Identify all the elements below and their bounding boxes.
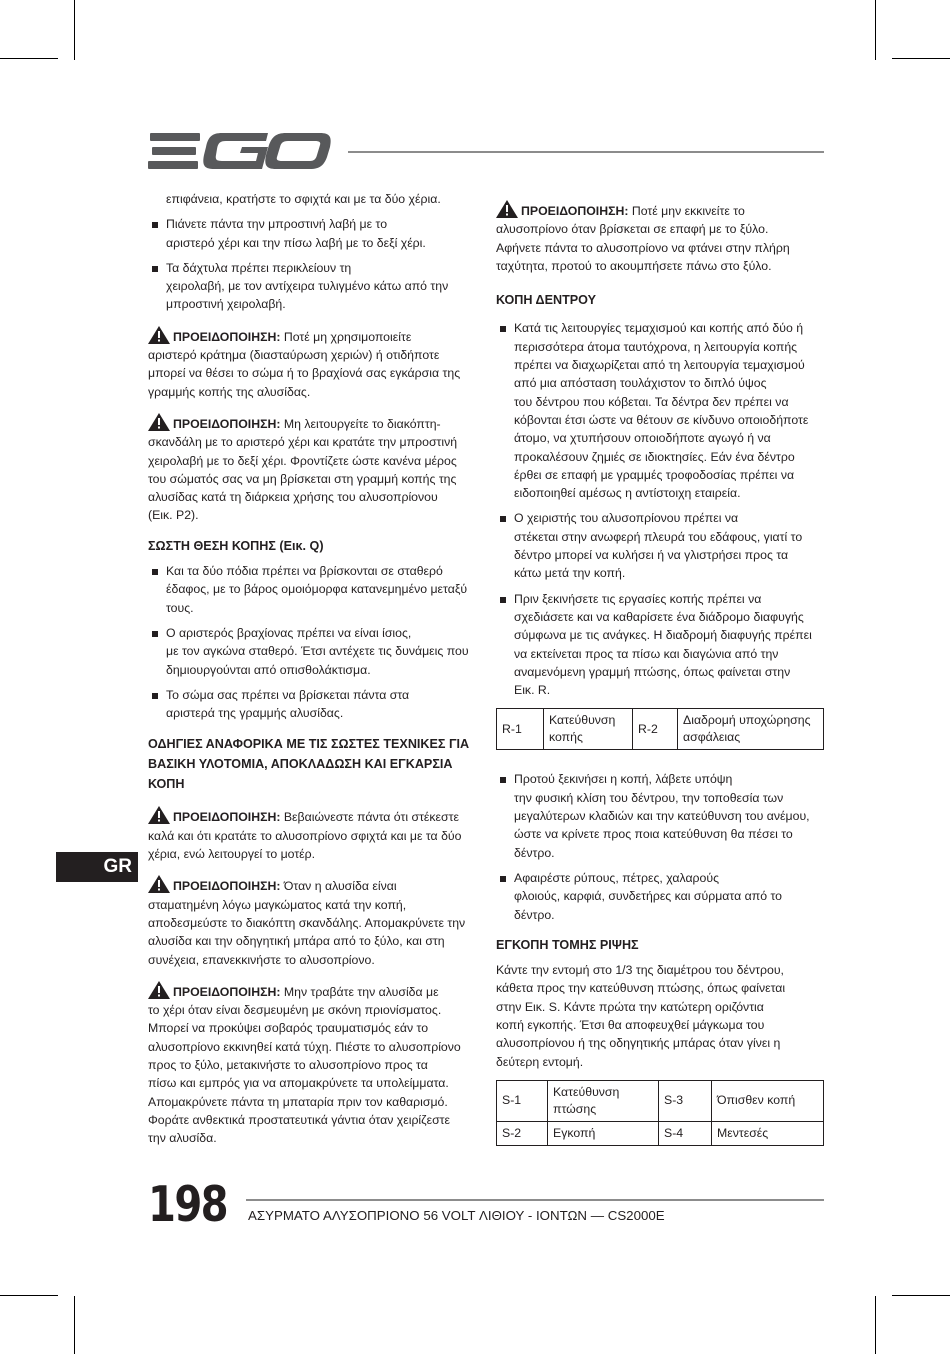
legend-label: Κατεύθυνση κοπής [544, 709, 633, 750]
list-item: Πριν ξεκινήσετε τις εργασίες κοπής πρέπει να σχεδιάσετε και να καθαρίσετε ένα διάδρομο διαφυγής σύμφωνα με τις ανάγκες. Η διαδρομή διαφυγής πρέπει να εκτείνεται προς τα πίσω και διαγώνια από την αναμενόμενη γραμμή πτώσης, όπως φαίνεται στην Εικ. R. [496, 590, 824, 700]
list-item: Το σώμα σας πρέπει να βρίσκεται πάντα στα αριστερά της γραμμής αλυσίδας. [148, 686, 478, 723]
legend-code: R-1 [497, 709, 544, 750]
table-row [497, 1080, 824, 1121]
warning-triangle-icon [148, 875, 170, 893]
section-heading: ΕΓΚΟΠΗ ΤΟΜΗΣ ΡΙΨΗΣ [496, 937, 639, 952]
crop-mark [875, 0, 876, 60]
warning-triangle-icon [148, 981, 170, 999]
legend-code: S-3 [659, 1080, 712, 1121]
legend-label: Όπισθεν κοπή [712, 1080, 824, 1121]
page-number: 198 [148, 1176, 227, 1233]
warning-triangle-icon [496, 200, 518, 218]
header-rule [348, 151, 824, 153]
legend-code: S-1 [497, 1080, 548, 1121]
warning-triangle-icon [148, 806, 170, 824]
section-heading: ΣΩΣΤΗ ΘΕΣΗ ΚΟΠΗΣ (Εικ. Q) [148, 538, 324, 553]
legend-table-r [496, 708, 824, 750]
legend-code: S-2 [497, 1121, 548, 1145]
crop-mark [74, 0, 75, 60]
list-item: Αφαιρέστε ρύπους, πέτρες, χαλαρούς φλοιούς, καρφιά, συνδετήρες και σύρματα από το δέντρο. [496, 869, 824, 924]
legend-label: Διαδρομή υποχώρησης ασφάλειας [678, 709, 824, 750]
notch-paragraph: Κάντε την εντομή στο 1/3 της διαμέτρου του δέντρου, κάθετα προς την κατεύθυνση πτώσης, όπως φαίνεται στην Εικ. S. Κάντε πρώτα την κατώτερη οριζόντια κοπή εγκοπής. Έτσι θα αποφευχθεί μάγκωμα του αλυσοπρίονου ή της οδηγητικής μπάρας όταν γίνει η δεύτερη εντομή. [496, 963, 786, 1069]
crop-mark [892, 58, 950, 59]
legend-label: Εγκοπή [548, 1121, 659, 1145]
list-item: Κατά τις λειτουργίες τεμαχισμού και κοπής από δύο ή περισσότερα άτομα ταυτόχρονα, η λειτουργία κοπής πρέπει να διαχωρίζεται από τη λειτουργία τεμαχισμού από μια απόσταση τουλάχιστον το διπλό ύψος του δέντρου που κόβεται. Τα δέντρα δεν πρέπει να κόβονται έτσι ώστε να θέτουν σε κίνδυνο οποιοδήποτε άτομο, να χτυπήσουν οποιοδήποτε αγωγό ή να προκαλέσουν ζημιές σε ιδιοκτησίες. Εάν ένα δέντρο έρθει σε επαφή με γραμμές τροφοδοσίας πρέπει να ειδοποιηθεί αμέσως η αντίστοιχη εταιρεία. [496, 319, 824, 502]
legend-table-s [496, 1080, 824, 1146]
crop-mark [0, 58, 58, 59]
list-item: Και τα δύο πόδια πρέπει να βρίσκονται σε σταθερό έδαφος, με το βάρος ομοιόμορφα κατανεμημένο μεταξύ τους. [148, 562, 478, 617]
warning-pinched-chain: ΠΡΟΕΙΔΟΠΟΙΗΣΗ: Όταν η αλυσίδα είναι σταματημένη λόγω μαγκώματος κατά την κοπή, αποδεσμεύστε το διακόπτη σκανδάλης. Απομακρύνετε την αλυσίδα και την οδηγητική μπάρα από το ξύλο, και στη συνέχεια, επανεκκινήστε το αλυσοπρίονο. [148, 875, 478, 968]
list-item: Τα δάχτυλα πρέπει περικλείουν τη χειρολαβή, με τον αντίχειρα τυλιγμένο κάτω από την μπροστινή χειρολαβή. [148, 259, 478, 314]
footer-rule [246, 1199, 824, 1201]
footer-title: ΑΣΥΡΜΑΤΟ ΑΛΥΣΟΠΡΙΟΝΟ 56 VOLT ΛΙΘΙΟΥ - ΙΟΝΤΩΝ — CS2000E [248, 1208, 665, 1223]
crop-mark [0, 1295, 58, 1296]
crop-mark [892, 1295, 950, 1296]
warning-triangle-icon [148, 326, 170, 344]
left-column [148, 190, 478, 1147]
warning-triangle-icon [148, 413, 170, 431]
warning-start: ΠΡΟΕΙΔΟΠΟΙΗΣΗ: Ποτέ μην εκκινείτε το αλυσοπρίονο όταν βρίσκεται σε επαφή με το ξύλο. Αφήνετε πάντα το αλυσοπρίονο να φτάνει στην πλήρη ταχύτητα, προτού το ακουμπήσετε πάνω στο ξύλο. [496, 200, 824, 275]
crop-mark [74, 1296, 75, 1354]
list-item: Πιάνετε πάντα την μπροστινή λαβή με το αριστερό χέρι και την πίσω λαβή με το δεξί χέρι. [148, 215, 478, 252]
ego-logo [148, 131, 332, 171]
table-row [497, 1121, 824, 1145]
right-column [496, 200, 824, 1146]
list-item: Προτού ξεκινήσει η κοπή, λάβετε υπόψη την φυσική κλίση του δέντρου, την τοποθεσία των μεγαλύτερων κλαδιών και την κατεύθυνση του ανέμου, ώστε να κρίνετε προς ποια κατεύθυνση θα πέσει το δέντρο. [496, 770, 824, 861]
legend-code: S-4 [659, 1121, 712, 1145]
list-item: Ο χειριστής του αλυσοπρίονου πρέπει να στέκεται στην ανωφερή πλευρά του εδάφους, γιατί το δέντρο μπορεί να κυλήσει ή να γλιστρήσει προς τα κάτω μετά την κοπή. [496, 509, 824, 582]
warning-cross-arm: ΠΡΟΕΙΔΟΠΟΙΗΣΗ: Ποτέ μη χρησιμοποιείτε αριστερό κράτημα (διασταύρωση χεριών) ή οτιδήποτε μπορεί να θέσει το σώμα ή το βραχίονά σας εγκάρσια της γραμμής κοπής της αλυσίδας. [148, 326, 478, 401]
legend-label: Κατεύθυνση πτώσης [548, 1080, 659, 1121]
legend-code: R-2 [633, 709, 678, 750]
list-item: Ο αριστερός βραχίονας πρέπει να είναι ίσιος, με τον αγκώνα σταθερό. Έτσι αντέχετε τις δυνάμεις που δημιουργούνται από οπισθολάκτισμα. [148, 624, 478, 679]
table-row [497, 709, 824, 750]
crop-mark [875, 1296, 876, 1354]
warning-switch: ΠΡΟΕΙΔΟΠΟΙΗΣΗ: Μη λειτουργείτε το διακόπτη- σκανδάλη με το αριστερό χέρι και κρατάτε την μπροστινή χειρολαβή με το δεξί χέρι. Φροντίζετε ώστε κανένα μέρος του σώματός σας να μη βρίσκεται στη γραμμή κοπής της αλυσίδας κατά τη διάρκεια χρήσης του αλυσοπρίονου (Εικ. P2). [148, 413, 478, 525]
section-heading: ΚΟΠΗ ΔΕΝΤΡΟΥ [496, 293, 597, 308]
language-tab: GR [56, 852, 138, 882]
warning-footing: ΠΡΟΕΙΔΟΠΟΙΗΣΗ: Βεβαιώνεστε πάντα ότι στέκεστε καλά και ότι κρατάτε το αλυσοπρίονο σφιχτά και με τα δύο χέρια, ενώ λειτουργεί το μοτέρ. [148, 806, 478, 863]
intro-text: επιφάνεια, κρατήστε το σφιχτά και με τα δύο χέρια. [166, 192, 441, 206]
legend-label: Μεντεσές [712, 1121, 824, 1145]
section-heading: ΟΔΗΓΙΕΣ ΑΝΑΦΟΡΙΚΑ ΜΕ ΤΙΣ ΣΩΣΤΕΣ ΤΕΧΝΙΚΕΣ ΓΙΑ ΒΑΣΙΚΗ ΥΛΟΤΟΜΙΑ, ΑΠΟΚΛΑΔΩΣΗ ΚΑΙ ΕΓΚΑΡΣΙΑ ΚΟΠΗ [148, 737, 470, 792]
warning-pull-chain: ΠΡΟΕΙΔΟΠΟΙΗΣΗ: Μην τραβάτε την αλυσίδα με το χέρι όταν είναι δεσμευμένη με σκόνη πριονίσματος. Μπορεί να προκύψει σοβαρός τραυματισμός εάν το αλυσοπρίονο εκκινηθεί κατά τύχη. Πιέστε το αλυσοπρίονο προς το ξύλο, μετακινήστε το αλυσοπρίονο προς τα πίσω και εμπρός για να απομακρύνετε τα υπολείμματα. Απομακρύνετε πάντα τη μπαταρία πριν τον καθαρισμό. Φοράτε ανθεκτικά προστατευτικά γάντια όταν χειρίζεστε την αλυσίδα. [148, 981, 478, 1148]
